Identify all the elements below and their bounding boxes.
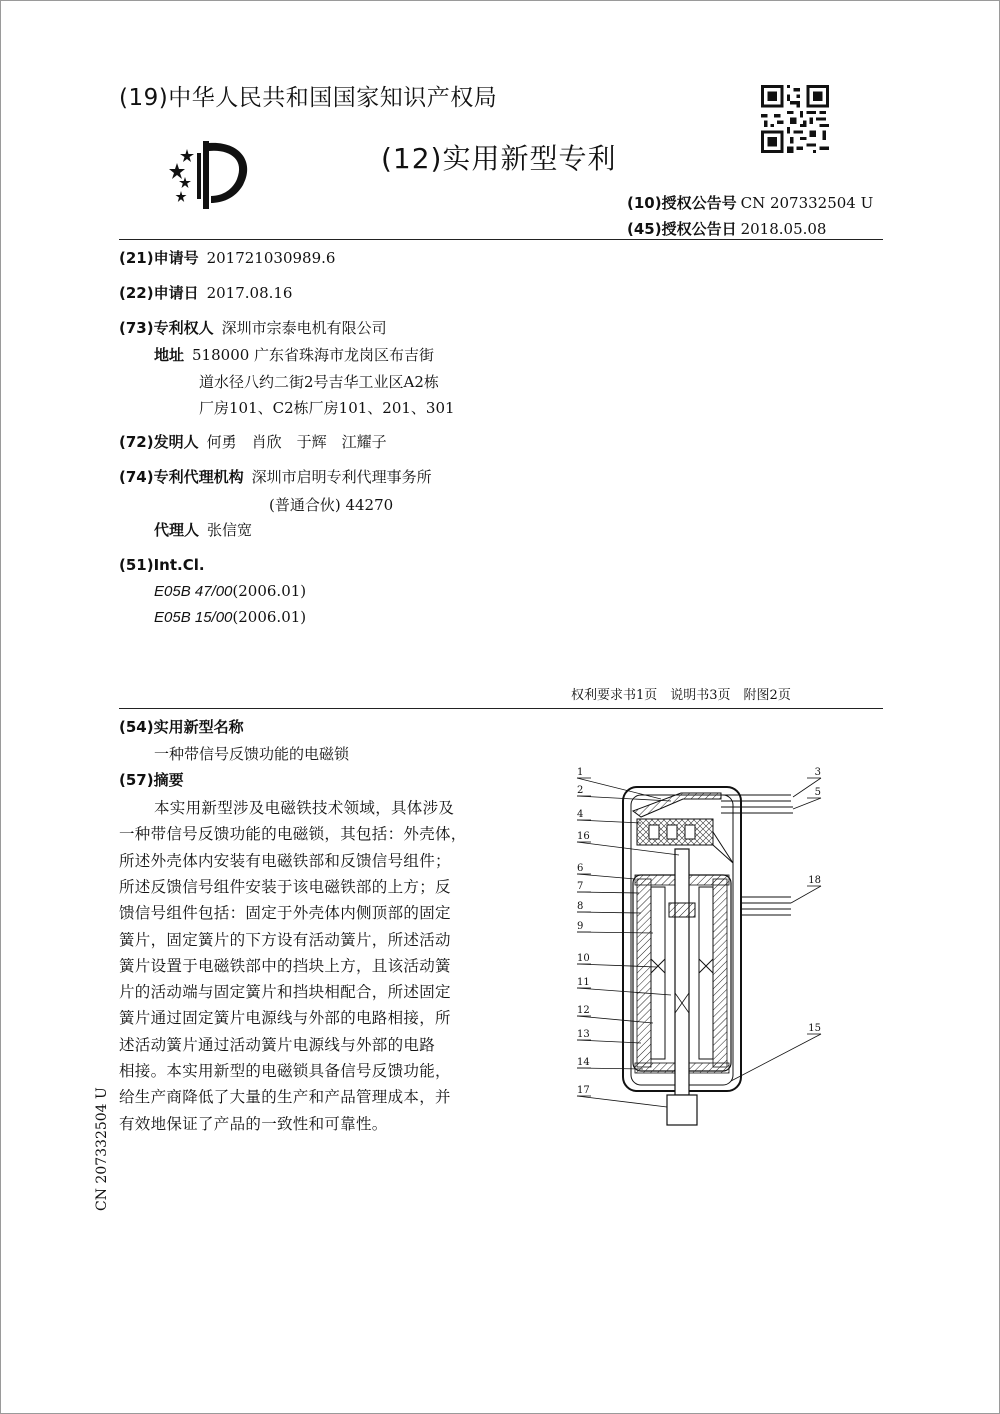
figure-ref-label: 10 [577, 953, 590, 964]
ipc-date: (2006.01) [232, 608, 307, 626]
side-publication-code: CN 207332504 U [94, 1087, 110, 1211]
publication-number-label: (10)授权公告号 [627, 194, 737, 212]
abstract-line: 片的活动端与固定簧片和挡块相配合，所述固定 [119, 983, 451, 1002]
header-divider [119, 239, 883, 240]
ipc-entry [154, 582, 306, 600]
application-date-row [119, 283, 292, 303]
application-date-label: (22)申请日 [119, 284, 199, 302]
figure-ref-label: 11 [577, 977, 590, 988]
qr-code [761, 85, 829, 153]
intcl-row [119, 555, 205, 575]
publication-number-row [627, 192, 873, 213]
abstract-line: 簧片设置于电磁铁部中的挡块上方，且该活动簧 [119, 956, 451, 975]
ipc-code: E05B 47/00 [154, 583, 233, 600]
office-name: (19)中华人民共和国国家知识产权局 [119, 85, 498, 111]
agent-label: 代理人 [154, 521, 200, 539]
agent: 张信宽 [207, 521, 253, 539]
patentee-label: (73)专利权人 [119, 319, 214, 337]
publication-date: 2018.05.08 [740, 220, 827, 238]
address-line: 厂房101、C2栋厂房101、201、301 [199, 399, 455, 417]
agency-label: (74)专利代理机构 [119, 468, 244, 486]
abstract-line: 馈信号组件包括：固定于外壳体内侧顶部的固定 [119, 904, 451, 923]
figure-ref-label: 6 [577, 863, 584, 874]
agency-name-cont: (普通合伙) 44270 [269, 496, 394, 514]
abstract-line: 簧片，固定簧片的下方设有活动簧片，所述活动 [119, 930, 451, 949]
figure-leader-line [577, 1096, 667, 1107]
figure-ref-label: 3 [814, 767, 821, 778]
address-row [154, 345, 434, 365]
figure-leader-line [793, 798, 821, 809]
ipc-entry [154, 608, 306, 626]
figure-ref-label: 4 [577, 809, 584, 820]
ipc-code: E05B 15/00 [154, 609, 233, 626]
figure-leader-line [577, 874, 635, 879]
inventors: 何勇 肖欣 于辉 江耀子 [206, 433, 387, 451]
address-line: 518000 广东省珠海市龙岗区布吉街 [192, 346, 435, 364]
agent-row [154, 520, 252, 540]
figure-leader-line [731, 1034, 821, 1081]
figure-ref-label: 14 [577, 1057, 590, 1068]
figure-ref-label: 9 [577, 921, 584, 932]
utility-model-title: 一种带信号反馈功能的电磁锁 [154, 745, 350, 763]
document-type: (12)实用新型专利 [381, 142, 617, 175]
figure-ref-label: 17 [577, 1085, 590, 1096]
title-divider [119, 708, 883, 709]
figure-ref-label: 7 [577, 881, 584, 892]
abstract-label-text: (57)摘要 [119, 771, 184, 789]
patentee: 深圳市宗泰电机有限公司 [221, 319, 387, 337]
figure-ref-label: 8 [577, 901, 584, 912]
figure-ref-label: 5 [814, 787, 821, 798]
agency-row [119, 467, 432, 487]
address-line: 道水径八约二街2号吉华工业区A2栋 [199, 373, 439, 391]
abstract-line: 给生产商降低了大量的生产和产品管理成本，并 [119, 1088, 451, 1107]
figure-ref-label: 16 [577, 831, 590, 842]
address-label: 地址 [154, 346, 185, 364]
publication-date-row [627, 218, 826, 239]
title-label [119, 717, 244, 737]
title-label-text: (54)实用新型名称 [119, 718, 244, 736]
figure-leader-line [791, 886, 821, 903]
abstract-line: 本实用新型涉及电磁铁技术领域，具体涉及 [154, 799, 455, 817]
application-date: 2017.08.16 [206, 284, 293, 302]
abstract-line: 簧片通过固定簧片电源线与外部的电路相接，所 [119, 1009, 451, 1028]
cnipa-logo [163, 133, 263, 213]
abstract-label [119, 770, 184, 790]
publication-number: CN 207332504 U [740, 194, 874, 212]
abstract-line: 所述反馈信号组件安装于该电磁铁部的上方；反 [119, 877, 451, 896]
abstract-figure [571, 763, 841, 1135]
ipc-date: (2006.01) [232, 582, 307, 600]
patentee-row [119, 318, 387, 338]
figure-ref-label: 12 [577, 1005, 590, 1016]
inventors-label: (72)发明人 [119, 433, 199, 451]
figure-ref-label: 18 [808, 875, 821, 886]
figure-ref-label: 2 [577, 785, 584, 796]
abstract-line: 述活动簧片通过活动簧片电源线与外部的电路 [119, 1035, 436, 1054]
agency-name: 深圳市启明专利代理事务所 [251, 468, 432, 486]
abstract-line: 有效地保证了产品的一致性和可靠性。 [119, 1114, 388, 1133]
page-count-info: 权利要求书1页 说明书3页 附图2页 [571, 688, 791, 703]
intcl-label: (51)Int.Cl. [119, 556, 205, 574]
publication-date-label: (45)授权公告日 [627, 220, 737, 238]
figure-ref-label: 13 [577, 1029, 590, 1040]
abstract-line: 所述外壳体内安装有电磁铁部和反馈信号组件； [119, 851, 451, 870]
figure-ref-label: 1 [577, 767, 584, 778]
application-number-label: (21)申请号 [119, 249, 199, 267]
inventors-row [119, 432, 387, 452]
abstract-line: 一种带信号反馈功能的电磁锁，其包括：外壳体， [119, 825, 467, 844]
abstract-line: 相接。本实用新型的电磁锁具备信号反馈功能， [119, 1062, 451, 1080]
application-number: 201721030989.6 [206, 249, 336, 267]
application-number-row [119, 248, 335, 268]
figure-ref-label: 15 [808, 1023, 821, 1034]
